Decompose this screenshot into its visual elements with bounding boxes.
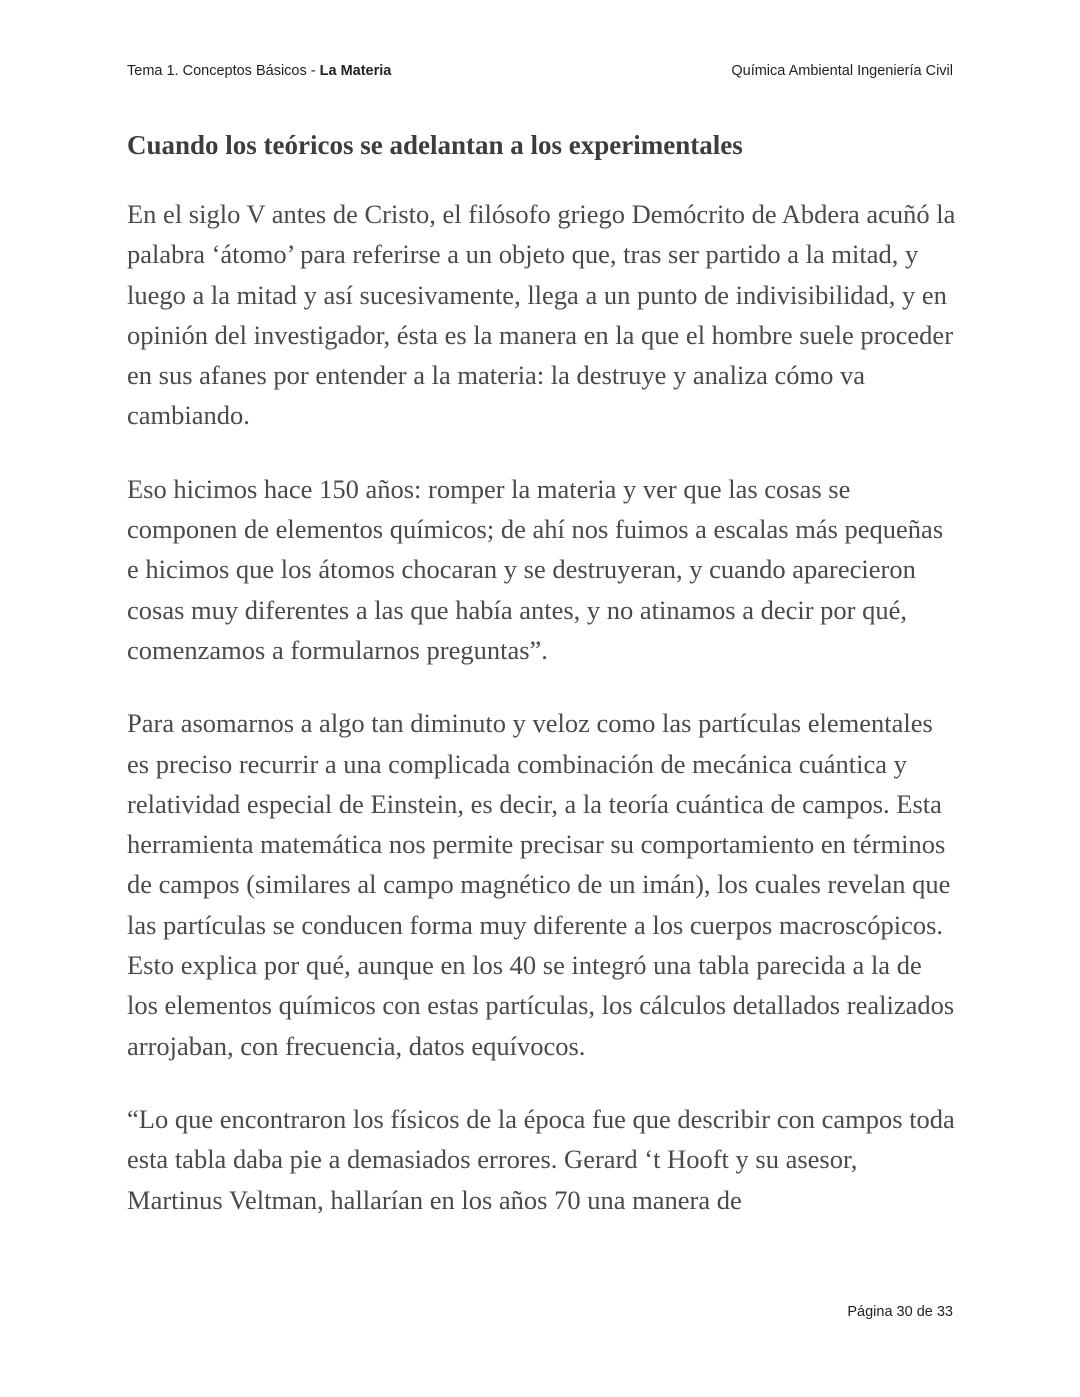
header-topic-prefix: Tema 1. Conceptos Básicos - [127,63,320,79]
section-title: Cuando los teóricos se adelantan a los experimentales [127,130,743,160]
header-course: Química Ambiental Ingeniería Civil [731,63,953,79]
header-topic [127,63,391,79]
page-content [127,126,957,1253]
page-number: Página 30 de 33 [847,1304,953,1320]
paragraph-1: En el siglo V antes de Cristo, el filósofo griego Demócrito de Abdera acuñó la palabra ‘átomo’ para referirse a un objeto que, tras ser partido a la mitad, y luego a la mitad y así sucesivamente, llega a un punto de indivisibilidad, y en opinión del investigador, ésta es la manera en la que el hombre suele proceder en sus afanes por entender a la materia: la destruye y analiza cómo va cambiando. [127,199,956,431]
header-topic-title: La Materia [319,63,392,79]
page-header [127,63,953,83]
paragraph-3: Para asomarnos a algo tan diminuto y veloz como las partículas elementales es preciso recurrir a una complicada combinación de mecánica cuántica y relatividad especial de Einstein, es decir, a la teoría cuántica de campos. Esta herramienta matemática nos permite precisar su comportamiento en términos de campos (similares al campo magnético de un imán), los cuales revelan que las partículas se conducen forma muy diferente a los cuerpos macroscópicos. Esto explica por qué, aunque en los 40 se integró una tabla parecida a la de los elementos químicos con estas partículas, los cálculos detallados realizados arrojaban, con frecuencia, datos equívocos. [127,708,955,1061]
paragraph-4: “Lo que encontraron los físicos de la época fue que describir con campos toda esta tabla daba pie a demasiados errores. Gerard ‘t Hooft y su asesor, Martinus Veltman, hallarían en los años 70 una manera de [127,1103,955,1215]
paragraph-2: Eso hicimos hace 150 años: romper la materia y ver que las cosas se componen de elementos químicos; de ahí nos fuimos a escalas más pequeñas e hicimos que los átomos chocaran y se destruyeran, y cuando aparecieron cosas muy diferentes a las que había antes, y no atinamos a decir por qué, comenzamos a formularnos preguntas”. [127,473,944,665]
